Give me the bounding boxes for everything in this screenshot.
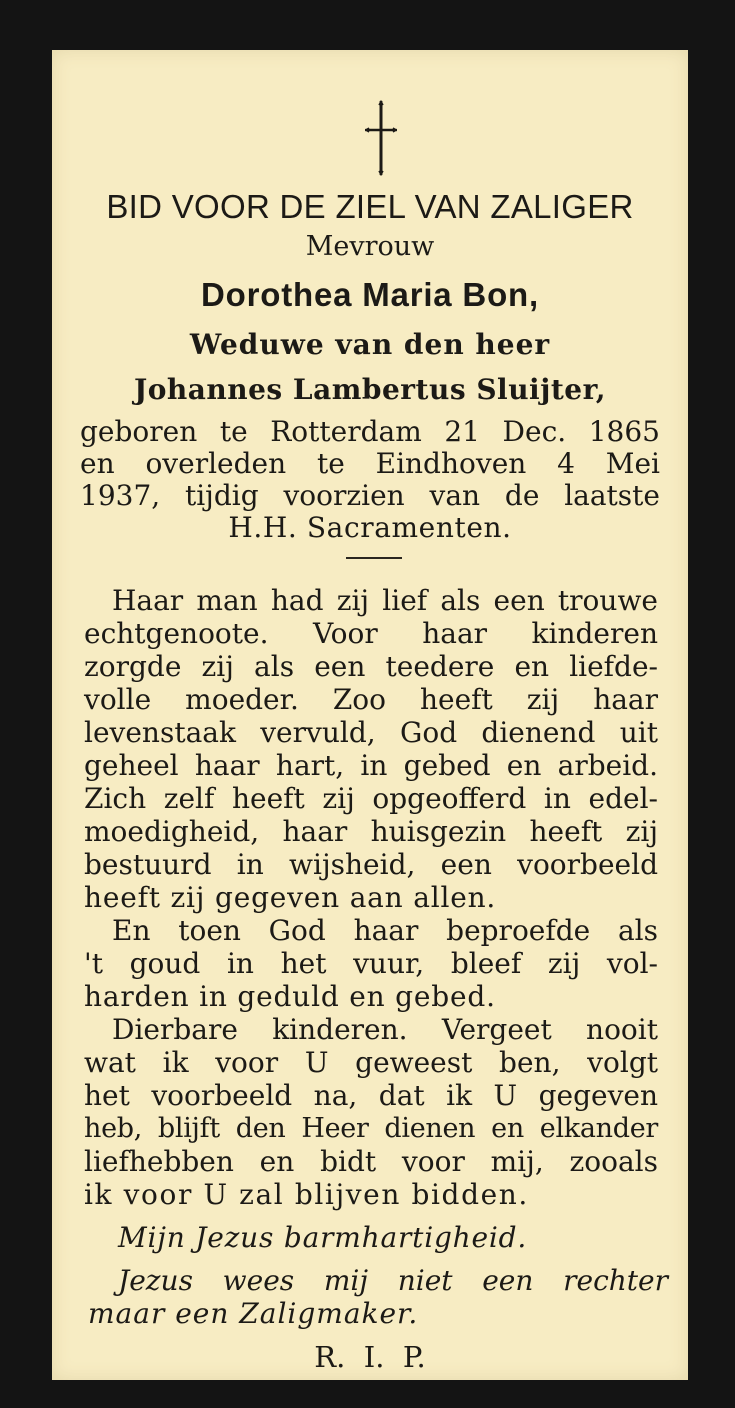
body-line: het voorbeeld na, dat ik U gegeven (84, 1079, 658, 1112)
body-line: harden in geduld en gebed. (84, 980, 496, 1013)
body-line: Haar man had zij lief als een trouwe (112, 584, 658, 617)
body-line: moedigheid, haar huisgezin heeft zij (84, 815, 658, 848)
body-line: heeft zij gegeven aan allen. (84, 881, 497, 914)
body-line: geheel haar hart, in gebed en arbeid. (84, 749, 658, 782)
body-line: levenstaak vervuld, God dienend uit (84, 716, 658, 749)
body-line: Zich zelf heeft zij opgeofferd in edel- (84, 782, 658, 815)
body-line: heb, blijft den Heer dienen en elkander (84, 1113, 658, 1144)
rip-closing: R. I. P. (314, 1340, 426, 1374)
body-line: liefhebben en bidt voor mij, zooals (84, 1145, 658, 1178)
body-line: echtgenoote. Voor haar kinderen (84, 617, 658, 650)
prayer-heading: BID VOOR DE ZIEL VAN ZALIGER (106, 188, 634, 225)
body-line: Dierbare kinderen. Vergeet nooit (112, 1013, 658, 1046)
details-line: H.H. Sacramenten. (228, 511, 512, 544)
body-line: bestuurd in wijsheid, een voorbeeld (84, 848, 658, 881)
prayer-line: Mijn Jezus barmhartigheid. (118, 1221, 528, 1254)
deceased-name: Dorothea Maria Bon, (201, 276, 539, 313)
prayer-line: Jezus wees mij niet een rechter (118, 1264, 668, 1297)
latin-cross-icon (365, 100, 397, 176)
details-line: 1937, tijdig voorzien van de laatste (80, 479, 660, 512)
prayer-line: maar een Zaligmaker. (88, 1297, 419, 1330)
body-line: volle moeder. Zoo heeft zij haar (84, 683, 658, 716)
divider (346, 557, 402, 559)
spouse-name: Johannes Lambertus Sluijter, (133, 373, 607, 406)
body-line: ik voor U zal blijven bidden. (84, 1178, 529, 1211)
body-line: wat ik voor U geweest ben, volgt (84, 1046, 658, 1079)
details-line: geboren te Rotterdam 21 Dec. 1865 (80, 415, 660, 448)
details-line: en overleden te Eindhoven 4 Mei (80, 447, 660, 480)
body-line: En toen God haar beproefde als (112, 914, 658, 947)
memorial-card (52, 50, 688, 1380)
body-line: 't goud in het vuur, bleef zij vol- (84, 947, 658, 980)
honorific: Mevrouw (305, 231, 435, 262)
body-line: zorgde zij als een teedere en liefde- (84, 650, 658, 683)
relation-line: Weduwe van den heer (189, 328, 551, 361)
